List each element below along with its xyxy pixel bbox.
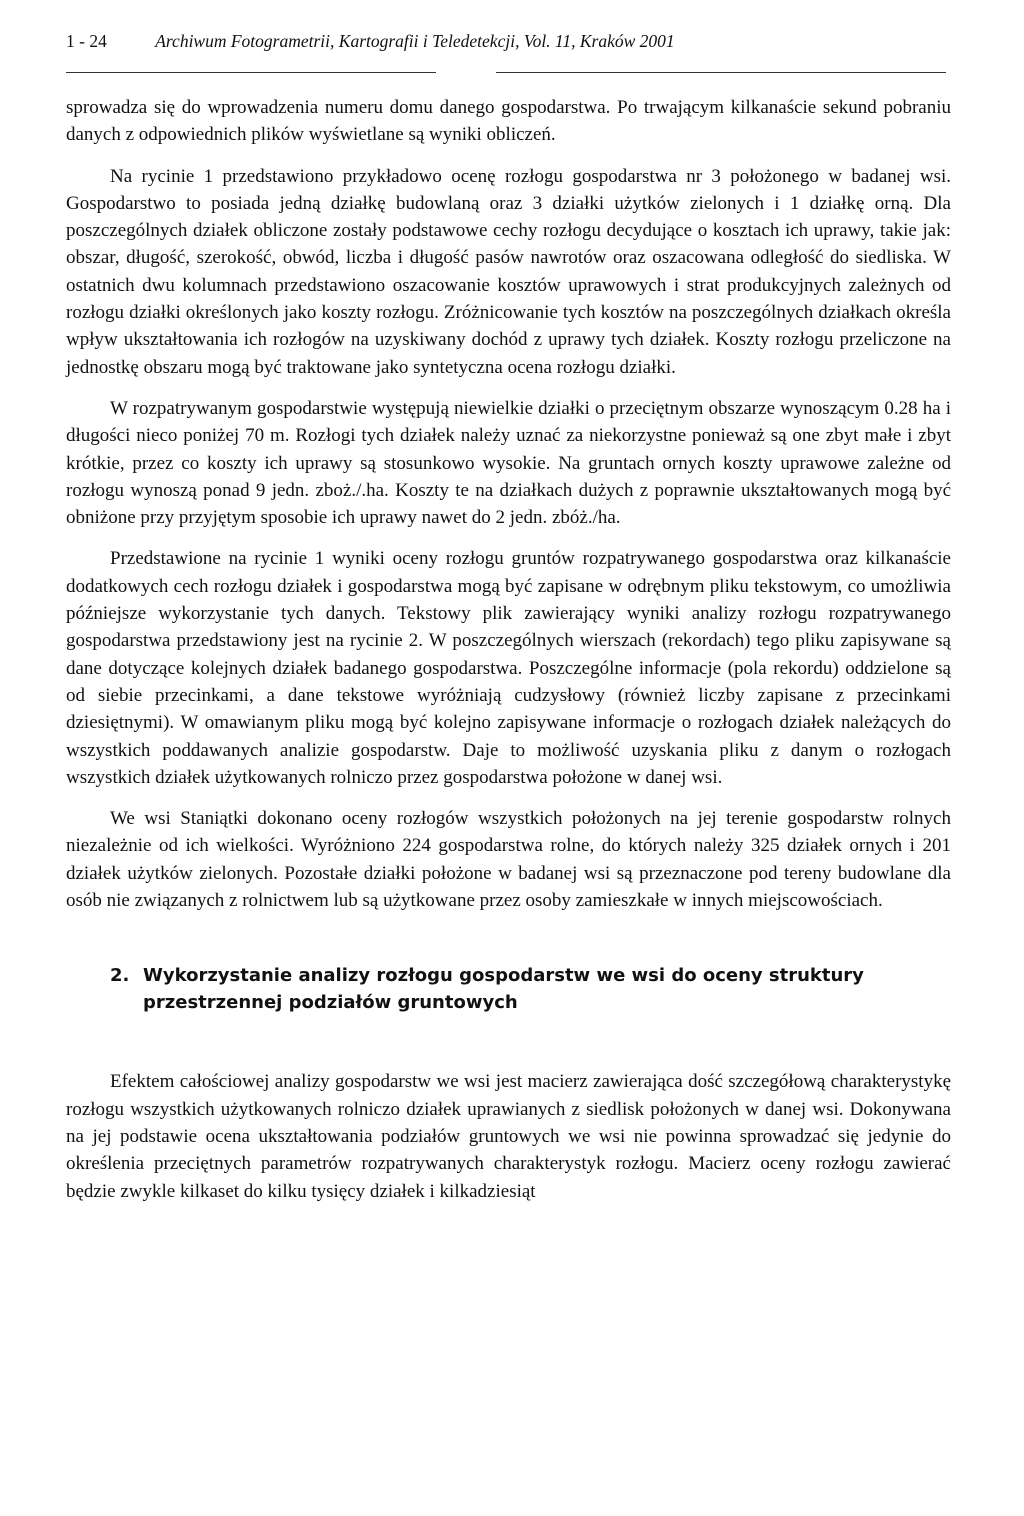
section-number: 2. [110,965,130,987]
paragraph-village-survey: We wsi Staniątki dokonano oceny rozłogów wszystkich położonych na jej terenie gospodarstw rolnych niezależnie od ich wielkości. Wyróżniono 224 gospodarstwa rolne, do których należy 325 działek ornych i 201 działek użytków zielonych. Pozostałe działki położone w badanej wsi są przeznaczone pod tereny budowlane dla osób nie związanych z rolnictwem lub są użytkowane przez osoby zamieszkałe w innych miejscowościach. [66,808,951,912]
paragraph-continuation: sprowadza się do wprowadzenia numeru domu danego gospodarstwa. Po trwającym kilkanaście sekund pobraniu danych z odpowiednich plików wyświetlane są wyniki obliczeń. [66,97,951,146]
running-header [66,26,946,56]
paragraph-figure-1-description: Na rycinie 1 przedstawiono przykładowo ocenę rozłogu gospodarstwa nr 3 położonego w badanej wsi. Gospodarstwo to posiada jedną działkę budowlaną oraz 3 działki użytków zielonych i 1 działkę orną. Dla poszczególnych działek obliczone zostały podstawowe cechy rozłogu decydujące o kosztach ich uprawy, takie jak: obszar, długość, szerokość, obwód, liczba i długość pasów nawrotów oraz oszacowana odległość do siedliska. W ostatnich dwu kolumnach przedstawiono oszacowanie kosztów uprawowych i strat produkcyjnych zależnych od rozłogu działki określonych jako koszty rozłogu. Zróżnicowanie tych kosztów na poszczególnych działkach określa wpływ ukształtowania ich rozłogów na uzyskiwany dochód z uprawy tych działek. Koszty rozłogu przeliczone na jednostkę obszaru mogą być traktowane jako syntetyczna ocena rozłogu działki. [66,165,951,378]
paragraph-text-file-output: Przedstawione na rycinie 1 wyniki oceny rozłogu gruntów rozpatrywanego gospodarstwa oraz kilkanaście dodatkowych cech rozłogu działek i gospodarstwa mogą być zapisane w odrębnym pliku tekstowym, co umożliwia późniejsze wykorzystanie tych danych. Tekstowy plik zawierający wyniki analizy rozłogu rozpatrywanego gospodarstwa przedstawiony jest na rycinie 2. W poszczególnych wierszach (rekordach) tego pliku zapisywane są dane dotyczące kolejnych działek badanego gospodarstwa. Poszczególne informacje (pola rekordu) oddzielone są od siebie przecinkami, a dane tekstowe wyróżniają cudzysłowy (również liczby zapisane z przecinkami dziesiętnymi). W omawianym pliku mogą być kolejno zapisywane informacje o rozłogach działek należących do wszystkich poddawanych analizie gospodarstw. Daje to możliwość uzyskania pliku z danym o rozłogach wszystkich działek użytkowanych rolniczo przez gospodarstwa położone w danej wsi. [66,548,951,788]
journal-title: Archiwum Fotogrametrii, Kartografii i Teledetekcji, Vol. 11, Kraków 2001 [155,31,675,51]
page-body [66,94,951,1205]
section-title: Wykorzystanie analizy rozłogu gospodarstw we wsi do oceny struktury przestrzennej podziałów gruntowych [143,965,864,1014]
header-rule-right [496,72,946,73]
paragraph-matrix-analysis: Efektem całościowej analizy gospodarstw we wsi jest macierz zawierająca dość szczegółową charakterystykę rozłogu wszystkich użytkowanych rolniczo działek uprawianych z siedlisk położonych w danej wsi. Dokonywana na jej podstawie ocena ukształtowania podziałów gruntowych we wsi nie powinna sprowadzać się jedynie do określenia przeciętnych parametrów rozpatrywanych charakterystyk rozłogu. Macierz oceny rozłogu zawierać będzie zwykle kilkaset do kilku tysięcy działek i kilkadziesiąt [66,1071,951,1202]
section-heading [66,962,951,1016]
page-number: 1 - 24 [66,31,107,51]
header-rule-left [66,72,436,73]
paragraph-parcel-costs: W rozpatrywanym gospodarstwie występują niewielkie działki o przeciętnym obszarze wynoszącym 0.28 ha i długości nieco poniżej 70 m. Rozłogi tych działek należy uznać za niekorzystne ponieważ są one zbyt małe i zbyt krótkie, przez co koszty ich uprawy są stosunkowo wysokie. Na gruntach ornych koszty uprawowe zależne od rozłogu wynoszą ponad 9 jedn. zboż./.ha. Koszty te na działkach dużych z poprawnie ukształtowanych mogą być obniżone przy przyjętym sposobie ich uprawy nawet do 2 jedn. zbóż./ha. [66,397,951,529]
